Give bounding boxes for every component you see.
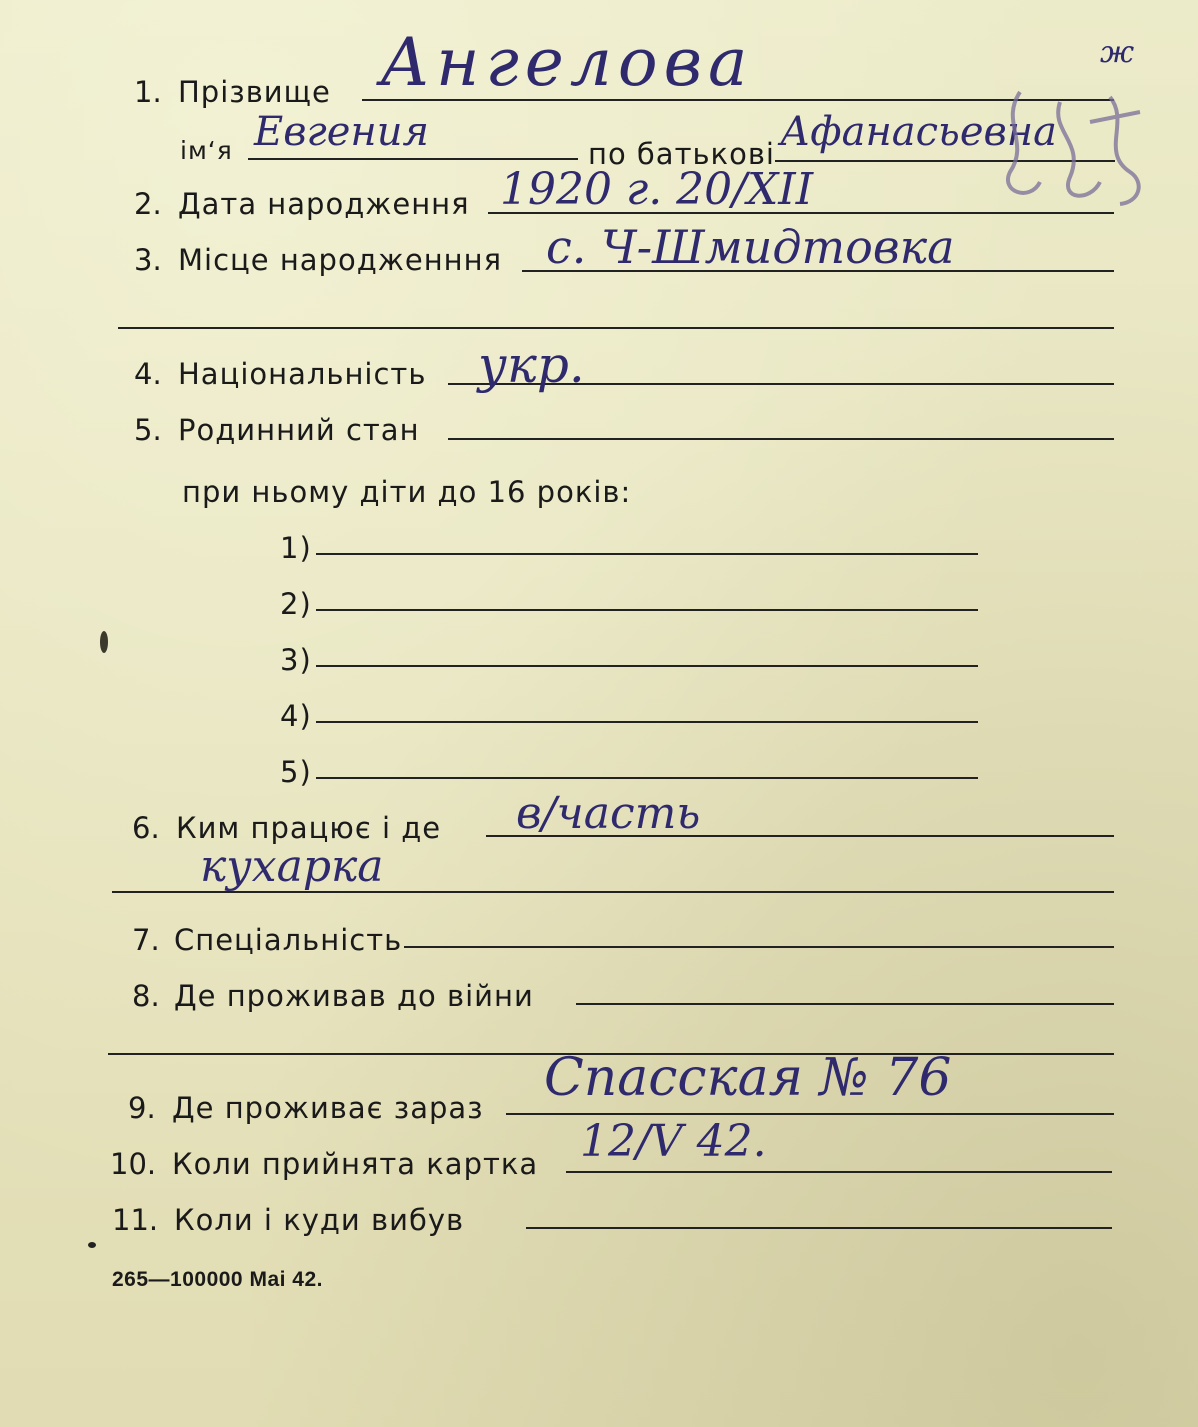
birth-place-label: Місце народженння <box>178 243 503 277</box>
child-line-5 <box>316 777 978 779</box>
prewar-residence-line <box>576 1003 1114 1005</box>
child-item-label: 3) <box>280 643 312 677</box>
birth-date-label: Дата народження <box>178 187 470 221</box>
field-number: 8. <box>132 979 160 1013</box>
field-number: 5. <box>134 413 162 447</box>
birth-place-line-2 <box>118 327 1114 329</box>
field-number: 4. <box>134 357 162 391</box>
occupation-line-2 <box>112 891 1114 893</box>
field-number: 11. <box>112 1203 159 1237</box>
occupation-handwritten: в/часть <box>516 788 701 839</box>
surname-label: Прізвище <box>178 75 331 109</box>
occupation-label: Ким працює і де <box>176 811 442 845</box>
field-number: 10. <box>110 1147 157 1181</box>
current-residence-line <box>506 1113 1114 1115</box>
field-number: 6. <box>132 811 160 845</box>
nationality-label: Національність <box>178 357 427 391</box>
child-line-2 <box>316 609 978 611</box>
child-item-label: 1) <box>280 531 312 565</box>
occupation-handwritten-2: кухарка <box>200 841 384 892</box>
field-number: 9. <box>128 1091 156 1125</box>
departure-label: Коли і куди вибув <box>174 1203 465 1237</box>
field-number: 7. <box>132 923 160 957</box>
departure-line <box>526 1227 1112 1229</box>
marital-status-line <box>448 438 1114 440</box>
card-accepted-line <box>566 1171 1112 1173</box>
nationality-handwritten: укр. <box>478 336 585 394</box>
stamp-mark <box>990 82 1160 212</box>
punch-hole <box>97 628 111 656</box>
field-number: 3. <box>134 243 162 277</box>
surname-handwritten: Ангелова <box>380 24 754 101</box>
card-accepted-handwritten: 12/V 42. <box>580 1116 767 1167</box>
gender-mark-handwritten: ж <box>1100 35 1135 70</box>
prewar-residence-label: Де проживав до війни <box>174 979 534 1013</box>
birth-date-handwritten: 1920 г. 20/XII <box>500 164 814 215</box>
card-accepted-label: Коли прийнята картка <box>172 1147 539 1181</box>
current-residence-handwritten: Спасская № 76 <box>544 1048 952 1108</box>
first-name-line <box>248 158 578 160</box>
child-item-label: 4) <box>280 699 312 733</box>
first-name-handwritten: Евгения <box>254 109 429 155</box>
child-item-label: 2) <box>280 587 312 621</box>
ink-dot <box>88 1242 96 1248</box>
field-number: 2. <box>134 187 162 221</box>
patronymic-label: по батькові <box>588 137 775 171</box>
specialty-label: Спеціальність <box>174 923 403 957</box>
child-item-label: 5) <box>280 755 312 789</box>
child-line-3 <box>316 665 978 667</box>
children-label: при ньому діти до 16 років: <box>182 475 632 509</box>
current-residence-label: Де проживає зараз <box>172 1091 484 1125</box>
marital-status-label: Родинний стан <box>178 413 420 447</box>
child-line-4 <box>316 721 978 723</box>
birth-place-handwritten: с. Ч-Шмидтовка <box>546 220 955 274</box>
print-code: 265—100000 Mai 42. <box>112 1268 323 1291</box>
first-name-label: ім‘я <box>180 136 233 165</box>
field-number: 1. <box>134 75 162 109</box>
patronymic-handwritten: Афанасьевна <box>780 109 1057 155</box>
specialty-line <box>404 946 1114 948</box>
child-line-1 <box>316 553 978 555</box>
